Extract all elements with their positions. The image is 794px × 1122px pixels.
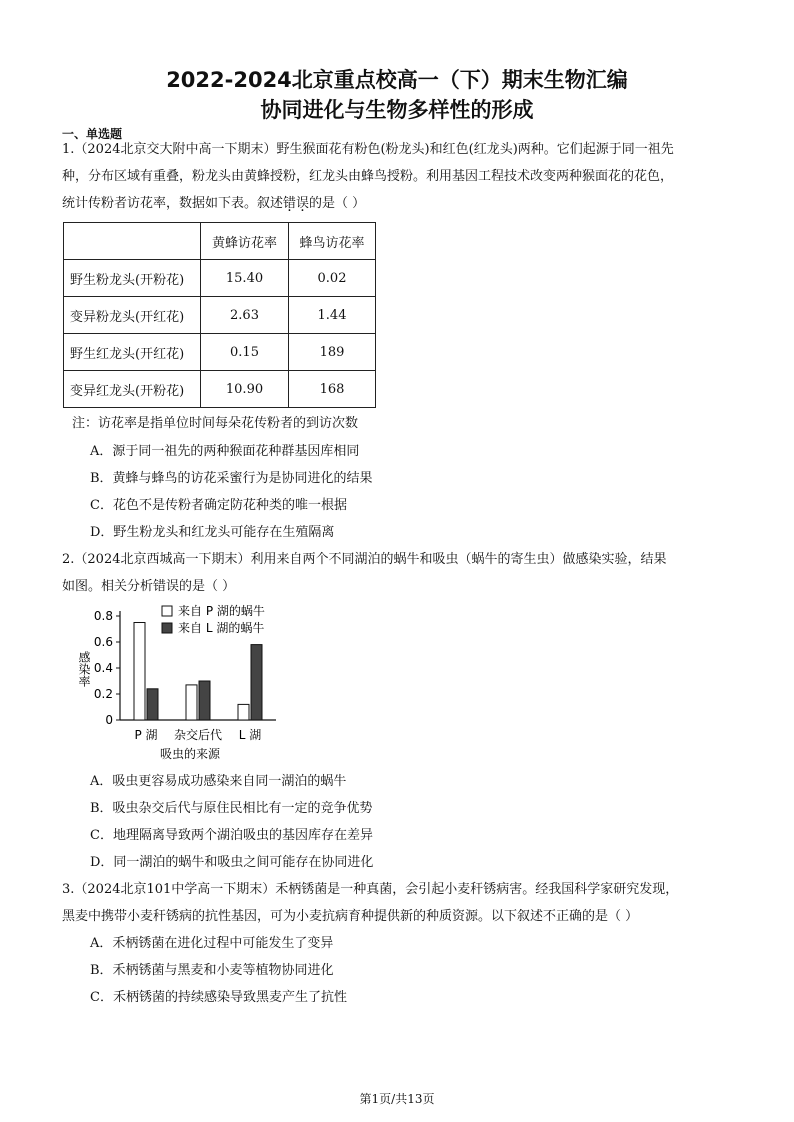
section-heading: 一、单选题 [62,127,123,141]
x-tick-labels [134,727,261,742]
q1-note: 注：访花率是指单位时间每朵花传粉者的到访次数 [72,416,359,431]
y-tick-label: 0 [105,713,113,727]
q3-option-b: B．禾柄锈菌与黑麦和小麦等植物协同进化 [90,963,334,978]
table-cell: 变异红龙头(开粉花) [64,371,201,408]
bar [199,681,210,720]
legend-swatch [162,606,172,616]
table-cell: 0.15 [201,334,289,371]
legend-swatch [162,623,172,633]
table-cell: 10.90 [201,371,289,408]
table-cell: 变异粉龙头(开红花) [64,297,201,334]
q2-option-a: A．吸虫更容易成功感染来自同一湖泊的蜗牛 [90,774,347,789]
q3-option-a: A．禾柄锈菌在进化过程中可能发生了变异 [90,936,334,951]
document-title-line2: 协同进化与生物多样性的形成 [260,98,534,122]
table-cell: 1.44 [289,297,376,334]
table-cell: 2.63 [201,297,289,334]
q1-option-d: D．野生粉龙头和红龙头可能存在生殖隔离 [90,525,335,540]
q1-stem-line2: 种，分布区域有重叠，粉龙头由黄蜂授粉，红龙头由蜂鸟授粉。利用基因工程技术改变两种猴面花的花色， [62,169,674,184]
q1-option-c: C．花色不是传粉者确定防花种类的唯一根据 [90,498,347,513]
q3-stem-line1: 3.（2024北京101中学高一下期末）禾柄锈菌是一种真菌，会引起小麦秆锈病害。经我国科学家研究发现， [62,882,679,897]
chart-legend [162,603,265,635]
table-header-row [64,223,376,260]
q2-stem-line2: 如图。相关分析错误的是（ ） [62,579,236,594]
legend-label: 来自 L 湖的蜗牛 [178,621,265,635]
q1-stem-line3: 统计传粉者访花率，数据如下表。叙述错误的是（ ） [62,196,366,211]
table-cell: 0.02 [289,260,376,297]
document-title-line1: 2022-2024北京重点校高一（下）期末生物汇编 [166,68,628,92]
page-footer: 第1页/共13页 [359,1092,435,1106]
q3-option-c: C．禾柄锈菌的持续感染导致黑麦产生了抗性 [90,990,347,1005]
q2-stem-line1: 2.（2024北京西城高一下期末）利用来自两个不同湖泊的蜗牛和吸虫（蜗牛的寄生虫）做感染实验，结果 [62,552,667,567]
bar [147,689,158,720]
q2-option-c: C．地理隔离导致两个湖泊吸虫的基因库存在差异 [90,828,373,843]
table-row [64,371,376,408]
y-tick-label: 0.6 [93,635,113,649]
q3-stem-line2: 黑麦中携带小麦秆锈病的抗性基因，可为小麦抗病育种提供新的种质资源。以下叙述不正确的是（ ） [62,909,639,924]
x-tick-label: 杂交后代 [173,728,223,742]
table-row [64,260,376,297]
x-tick-label: P 湖 [134,728,158,742]
q1-option-a: A．源于同一祖先的两种猴面花种群基因库相同 [90,444,360,459]
x-axis-label: 吸虫的来源 [159,747,221,761]
table-cell [64,223,201,260]
table-row [64,297,376,334]
emphasis-char: 误 [296,196,310,211]
emphasis-char: 错 [283,196,297,211]
table-cell: 189 [289,334,376,371]
table-cell: 野生粉龙头(开粉花) [64,260,201,297]
table-cell: 168 [289,371,376,408]
infection-rate-bar-chart [70,603,290,768]
table-cell: 15.40 [201,260,289,297]
table-cell: 蜂鸟访花率 [289,223,376,260]
q2-option-b: B．吸虫杂交后代与原住民相比有一定的竞争优势 [90,801,373,816]
bar [251,645,262,720]
bar [134,623,145,721]
y-tick-label: 0.2 [93,687,113,701]
q2-option-d: D．同一湖泊的蜗牛和吸虫之间可能存在协同进化 [90,855,374,870]
y-tick-label: 0.8 [93,609,113,623]
y-tick-label: 0.4 [93,661,113,675]
bars [134,623,262,721]
y-ticks [94,609,120,727]
q1-data-table [63,222,376,408]
y-axis-label: 感染率 [77,651,91,687]
x-tick-label: L 湖 [238,728,262,742]
legend-label: 来自 P 湖的蜗牛 [178,604,265,618]
bar [186,685,197,720]
q1-option-b: B．黄蜂与蜂鸟的访花采蜜行为是协同进化的结果 [90,471,373,486]
bar [238,704,249,720]
table-row [64,334,376,371]
table-cell: 黄蜂访花率 [201,223,289,260]
table-cell: 野生红龙头(开红花) [64,334,201,371]
q1-stem-line1: 1.（2024北京交大附中高一下期末）野生猴面花有粉色(粉龙头)和红色(红龙头)两种。它们起源于同一祖先 [62,142,674,157]
